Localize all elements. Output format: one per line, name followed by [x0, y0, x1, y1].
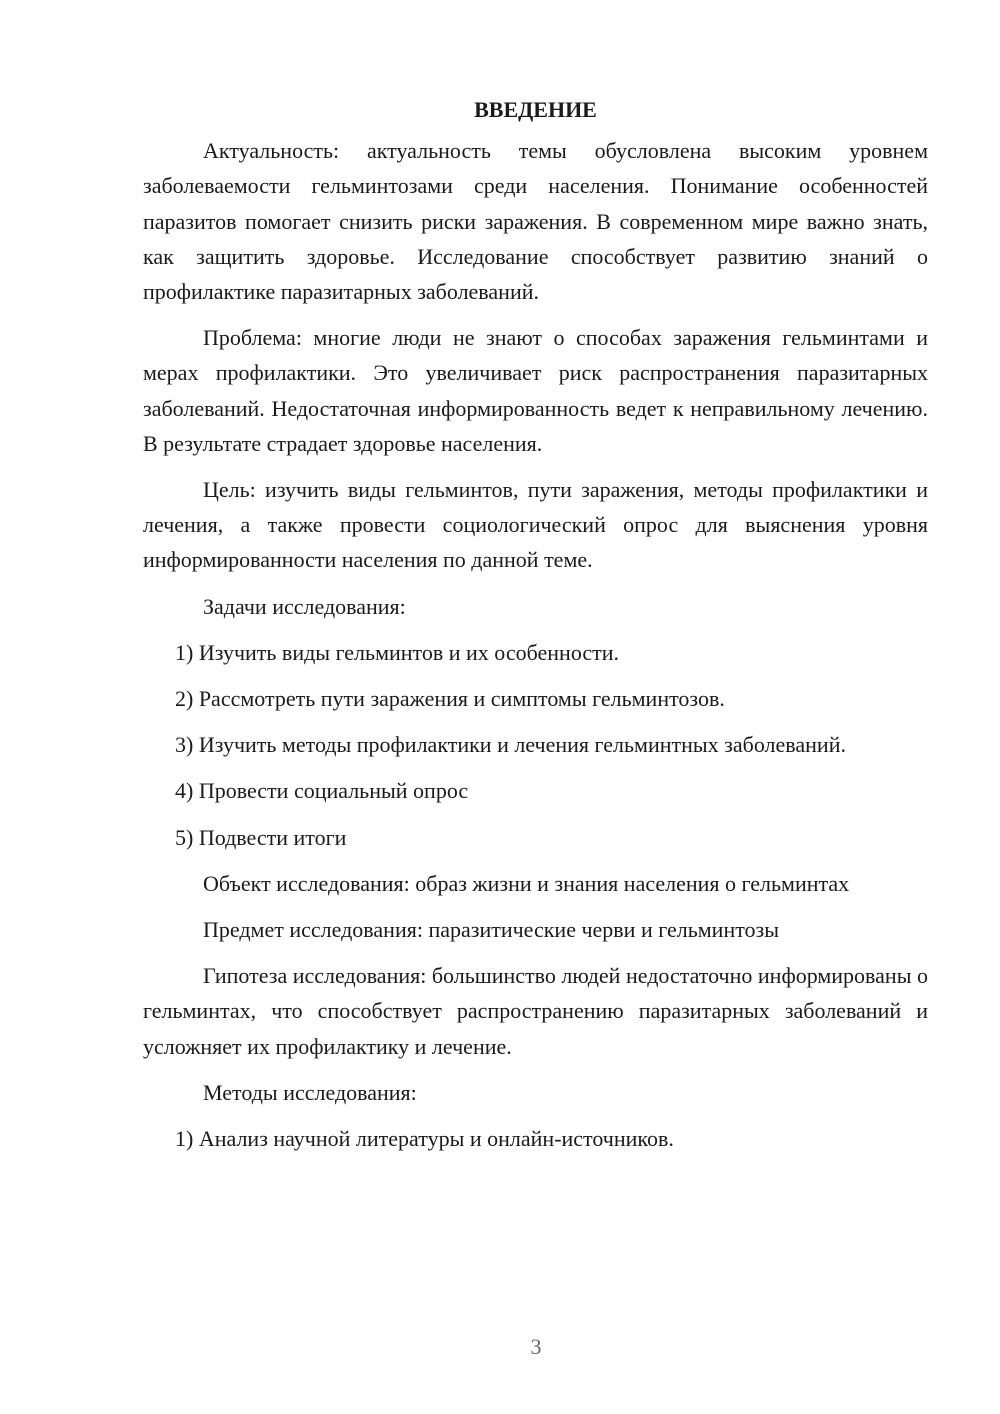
- object-paragraph: Объект исследования: образ жизни и знания населения о гельминтах: [203, 870, 850, 896]
- task-item-1: 1) Изучить виды гельминтов и их особенности.: [175, 639, 620, 665]
- document-page: [143, 92, 928, 1167]
- page-number: 3: [530, 1334, 542, 1359]
- task-item-2: 2) Рассмотреть пути заражения и симптомы гельминтозов.: [175, 686, 725, 712]
- goal-paragraph: Цель: изучить виды гельминтов, пути заражения, методы профилактики и лечения, а также провести социологический опрос для выяснения уровня информированности населения по данной теме.: [143, 477, 928, 573]
- hypothesis-paragraph: Гипотеза исследования: большинство людей недостаточно информированы о гельминтах, что способствует распространению паразитарных заболеваний и усложняет их профилактику и лечение.: [143, 963, 928, 1059]
- tasks-heading: Задачи исследования:: [203, 593, 406, 619]
- methods-heading: Методы исследования:: [203, 1079, 417, 1105]
- task-item-3: 3) Изучить методы профилактики и лечения гельминтных заболеваний.: [175, 732, 846, 758]
- method-item-1: 1) Анализ научной литературы и онлайн-источников.: [175, 1126, 674, 1152]
- task-item-4: 4) Провести социальный опрос: [175, 778, 469, 804]
- subject-paragraph: Предмет исследования: паразитические черви и гельминтозы: [203, 917, 780, 943]
- task-item-5: 5) Подвести итоги: [175, 824, 347, 850]
- relevance-paragraph: Актуальность: актуальность темы обусловлена высоким уровнем заболеваемости гельминтозами среди населения. Понимание особенностей паразитов помогает снизить риски заражения. В современном мире важно знать, как защитить здоровье. Исследование способствует развитию знаний о профилактике паразитарных заболеваний.: [143, 138, 928, 305]
- section-title: ВВЕДЕНИЕ: [474, 97, 597, 122]
- problem-paragraph: Проблема: многие люди не знают о способах заражения гельминтами и мерах профилактики. Это увеличивает риск распространения паразитарных заболеваний. Недостаточная информированность ведет к неправильному лечению. В результате страдает здоровье населения.: [143, 325, 928, 456]
